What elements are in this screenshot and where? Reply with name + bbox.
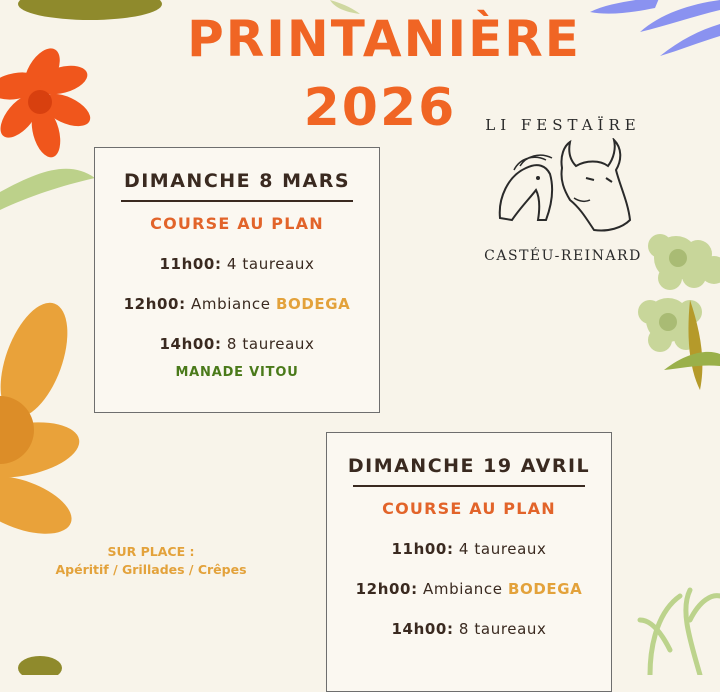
divider <box>353 485 585 487</box>
schedule-text: 4 taureaux <box>458 540 547 558</box>
schedule-item <box>327 580 611 598</box>
schedule-item <box>95 295 379 313</box>
schedule-time: 14h00: <box>159 335 222 353</box>
schedule-item <box>327 620 611 638</box>
divider <box>121 200 353 202</box>
horse-bull-emblem-icon <box>490 138 640 248</box>
schedule-text: 8 taureaux <box>458 620 547 638</box>
schedule-time: 12h00: <box>123 295 186 313</box>
bodega-highlight: BODEGA <box>507 580 583 598</box>
festaire-logo <box>468 108 658 268</box>
sur-place-info <box>26 543 276 579</box>
bodega-highlight: BODEGA <box>275 295 351 313</box>
olive-leaf-shape <box>18 656 62 675</box>
title-line2: 2026 <box>303 78 457 138</box>
schedule-text: 4 taureaux <box>226 255 315 273</box>
schedule-item <box>95 335 379 353</box>
sur-place-items: Apéritif / Grillades / Crêpes <box>55 562 247 577</box>
event-date: DIMANCHE 8 MARS <box>123 170 351 192</box>
green-leaf-shape <box>0 169 95 210</box>
event-date: DIMANCHE 19 AVRIL <box>347 455 591 477</box>
event-type: COURSE AU PLAN <box>382 499 556 518</box>
event-card-april <box>326 432 612 692</box>
event-card-march <box>94 147 380 413</box>
schedule-time: 12h00: <box>355 580 418 598</box>
schedule-text: 8 taureaux <box>226 335 315 353</box>
manade-name: MANADE VITOU <box>175 365 299 380</box>
title-line1: PRINTANIÈRE <box>187 10 581 68</box>
schedule-time: 11h00: <box>391 540 454 558</box>
schedule-text: Ambiance <box>423 580 508 598</box>
sur-place-heading: SUR PLACE : <box>107 544 195 559</box>
logo-bottom-text: CASTÉU-REINARD <box>484 248 642 264</box>
leaf-stem-shape <box>664 352 720 370</box>
schedule-item <box>95 255 379 273</box>
event-type: COURSE AU PLAN <box>150 214 324 233</box>
schedule-time: 11h00: <box>159 255 222 273</box>
logo-top-text: LI FESTAÏRE <box>485 116 641 134</box>
schedule-time: 14h00: <box>391 620 454 638</box>
schedule-item <box>327 540 611 558</box>
fern-icon <box>640 590 720 675</box>
schedule-text: Ambiance <box>191 295 276 313</box>
golden-flower-icon <box>0 294 84 545</box>
